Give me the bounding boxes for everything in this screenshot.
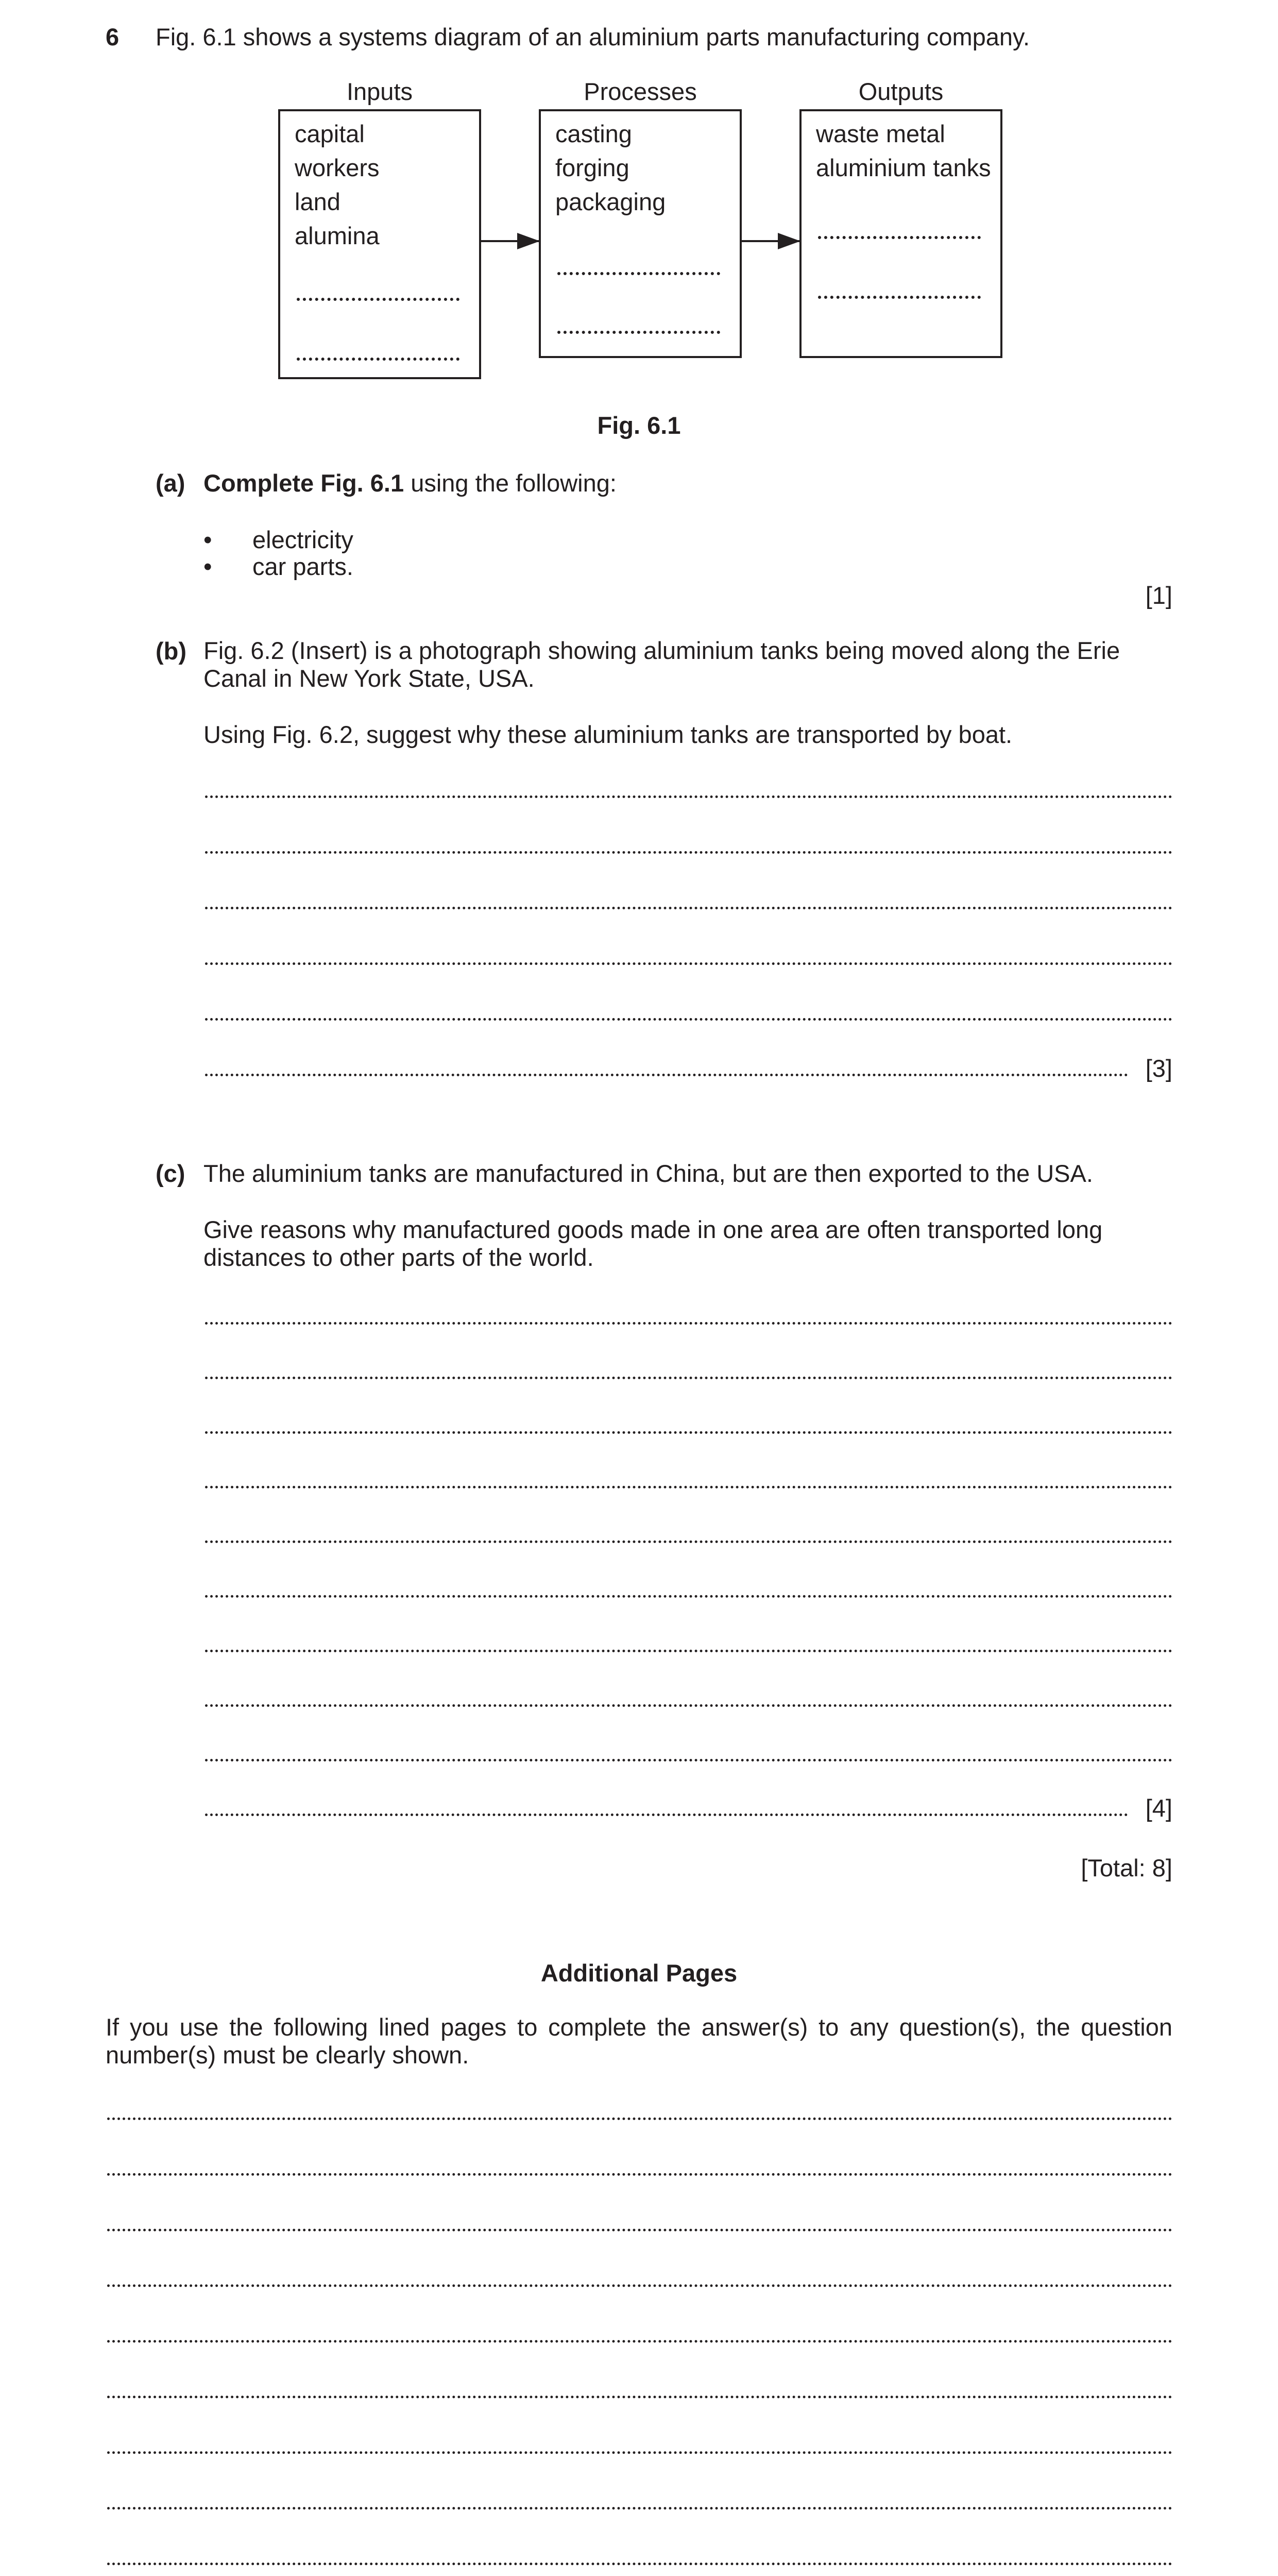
additional-answer-line[interactable] (107, 2507, 1172, 2510)
part-a-bullet-item: car parts. (252, 553, 353, 580)
answer-line[interactable] (205, 1431, 1172, 1434)
answer-line[interactable] (205, 1540, 1172, 1543)
part-a-instruction (203, 469, 617, 498)
additional-answer-line[interactable] (107, 2117, 1172, 2120)
answer-line[interactable] (205, 1814, 1128, 1816)
part-c-marks: [4] (1145, 1794, 1172, 1822)
input-blank-line[interactable] (297, 358, 459, 361)
additional-answer-line[interactable] (107, 2563, 1172, 2565)
input-item: workers (295, 154, 380, 181)
part-b-label: (b) (156, 637, 187, 665)
input-item: land (295, 188, 340, 215)
answer-line[interactable] (205, 1650, 1172, 1652)
input-blank-line[interactable] (297, 298, 459, 301)
output-item: aluminium tanks (816, 154, 991, 181)
additional-answer-line[interactable] (107, 2396, 1172, 2398)
outputs-heading: Outputs (858, 78, 944, 105)
additional-answer-line[interactable] (107, 2284, 1172, 2287)
arrow-inputs-to-processes (481, 240, 539, 242)
bullet-icon: • (203, 553, 212, 580)
input-item: alumina (295, 222, 380, 249)
part-a-marks: [1] (1145, 582, 1172, 609)
additional-pages-instructions: If you use the following lined pages to complete the answer(s) to any question(s), the question number(s) must be clearly shown. (106, 2013, 1172, 2069)
answer-line[interactable] (205, 795, 1172, 798)
processes-heading: Processes (584, 78, 697, 105)
question-total: [Total: 8] (1081, 1854, 1172, 1882)
bullet-icon: • (203, 526, 212, 553)
processes-list (555, 120, 666, 216)
part-b-question: Using Fig. 6.2, suggest why these aluminium tanks are transported by boat. (203, 721, 1013, 748)
output-blank-line[interactable] (818, 296, 981, 299)
part-a-label: (a) (156, 469, 185, 497)
process-item: casting (555, 120, 632, 147)
process-blank-line[interactable] (557, 272, 720, 275)
answer-line[interactable] (205, 1018, 1172, 1021)
answer-line[interactable] (205, 1595, 1172, 1598)
additional-pages-title: Additional Pages (540, 1959, 738, 1987)
additional-answer-line[interactable] (107, 2340, 1172, 2343)
answer-line[interactable] (205, 851, 1172, 854)
part-a-rest-text: using the following: (404, 469, 617, 497)
figure-caption: Fig. 6.1 (597, 412, 681, 439)
additional-answer-line[interactable] (107, 2229, 1172, 2231)
additional-answer-line[interactable] (107, 2451, 1172, 2454)
output-blank-line[interactable] (818, 236, 981, 239)
answer-line[interactable] (205, 1759, 1172, 1761)
part-c-text: The aluminium tanks are manufactured in China, but are then exported to the USA. (203, 1160, 1093, 1187)
process-item: packaging (555, 188, 666, 215)
answer-line[interactable] (205, 1704, 1172, 1707)
outputs-list (816, 120, 991, 182)
arrow-processes-to-outputs (742, 240, 799, 242)
answer-line[interactable] (205, 1486, 1172, 1488)
output-item: waste metal (816, 120, 945, 147)
part-a-bold-text: Complete Fig. 6.1 (203, 469, 404, 497)
answer-line[interactable] (205, 1322, 1172, 1325)
input-item: capital (295, 120, 365, 147)
question-intro: Fig. 6.1 shows a systems diagram of an aluminium parts manufacturing company. (156, 23, 1030, 50)
part-c-question: Give reasons why manufactured goods made in one area are often transported long distances to other parts of the world. (203, 1216, 1103, 1271)
answer-line[interactable] (205, 1377, 1172, 1379)
part-b-marks: [3] (1145, 1055, 1172, 1082)
answer-line[interactable] (205, 962, 1172, 965)
process-blank-line[interactable] (557, 331, 720, 334)
part-b-text: Fig. 6.2 (Insert) is a photograph showing aluminium tanks being moved along the Erie Canal in New York State, USA. (203, 637, 1120, 692)
inputs-list (295, 120, 380, 250)
answer-line[interactable] (205, 1074, 1128, 1076)
question-number: 6 (106, 23, 120, 50)
part-c-label: (c) (156, 1160, 185, 1187)
inputs-heading: Inputs (346, 78, 413, 105)
answer-line[interactable] (205, 907, 1172, 909)
part-a-bullet-item: electricity (252, 526, 353, 553)
additional-answer-line[interactable] (107, 2173, 1172, 2176)
process-item: forging (555, 154, 629, 181)
